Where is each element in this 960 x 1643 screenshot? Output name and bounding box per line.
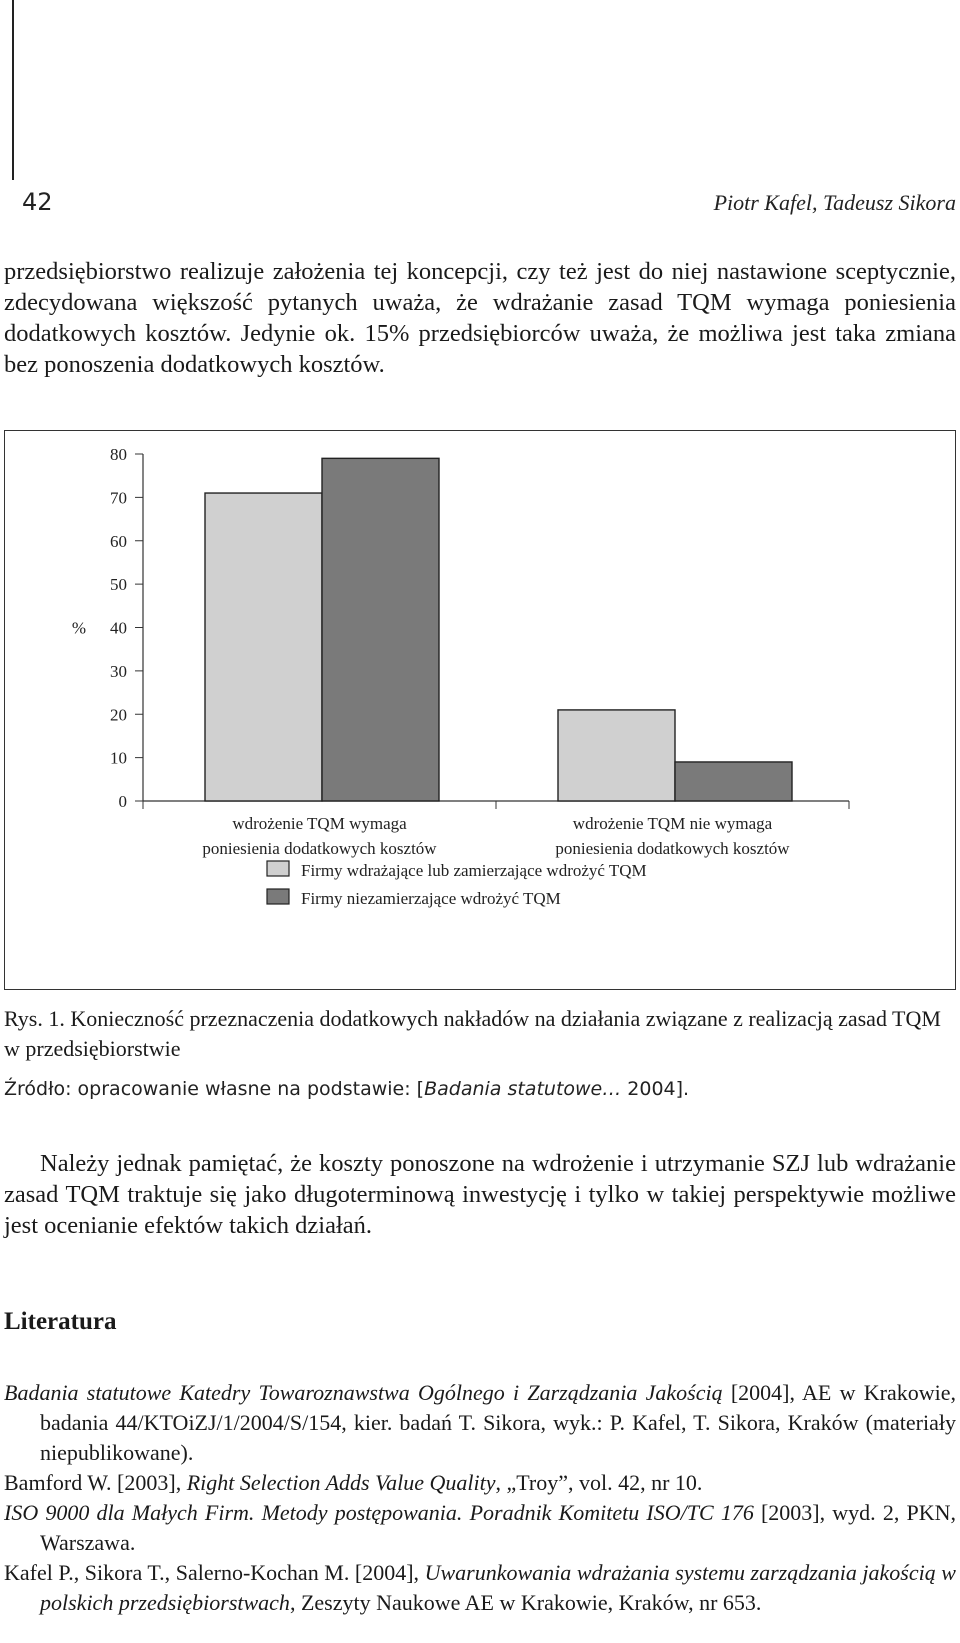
bar-chart — [5, 431, 955, 988]
running-head-authors: Piotr Kafel, Tadeusz Sikora — [713, 190, 956, 215]
y-tick-label: 30 — [110, 661, 127, 681]
legend-swatch — [267, 861, 289, 876]
reference-item — [4, 1468, 956, 1498]
ref-details: [2004], AE w Krakowie, badania 44/KTOiZJ/1/2004/S/154, kier. badań T. Sikora, wyk.: P. Kafel, T. Sikora, Kraków (materiały niepublikowane). — [40, 1380, 956, 1465]
bar — [322, 458, 439, 801]
legend-label: Firmy niezamierzające wdrożyć TQM — [301, 889, 561, 908]
ref-details: [2003], wyd. 2, PKN, Warszawa. — [40, 1500, 956, 1555]
y-tick-label: 20 — [110, 705, 127, 725]
x-tick-label: poniesienia dodatkowych kosztów — [202, 839, 437, 858]
source-prefix: Źródło: opracowanie własne na podstawie: [ — [4, 1078, 425, 1100]
reference-list — [4, 1378, 956, 1618]
ref-title: Right Selection Adds Value Quality — [186, 1470, 496, 1495]
y-tick-label: 70 — [110, 488, 127, 508]
body-paragraph-2: Należy jednak pamiętać, że koszty ponoszone na wdrożenie i utrzymanie SZJ lub wdrażanie zasad TQM traktuje się jako długoterminową inwestycję i tylko w takiej perspektywie możliwe jest ocenianie efektów takich działań. — [4, 1150, 956, 1239]
reference-item — [4, 1558, 956, 1618]
y-axis-label: % — [71, 618, 87, 638]
y-tick-label: 0 — [118, 792, 127, 811]
y-tick-label: 50 — [110, 575, 127, 595]
y-tick-label: 60 — [110, 531, 127, 551]
reference-item — [4, 1498, 956, 1558]
caption-text: Konieczność przeznaczenia dodatkowych nakładów na działania związane z realizacją zasad TQM w przedsiębiorstwie — [4, 1006, 941, 1061]
y-tick-label: 80 — [110, 445, 127, 464]
ref-details: , „Troy”, vol. 42, nr 10. — [495, 1470, 703, 1495]
reference-item — [4, 1378, 956, 1468]
figure-source — [4, 1078, 689, 1100]
bar — [675, 762, 792, 801]
x-tick-label: wdrożenie TQM nie wymaga — [572, 814, 773, 833]
margin-rule — [12, 0, 14, 180]
bar — [558, 710, 675, 801]
ref-title: ISO 9000 dla Małych Firm. Metody postępowania. Poradnik Komitetu ISO/TC 176 — [4, 1500, 754, 1525]
source-title: Badania statutowe… — [424, 1078, 622, 1100]
legend-label: Firmy wdrażające lub zamierzające wdrożyć TQM — [301, 861, 647, 880]
figure-caption — [4, 1004, 956, 1064]
literature-heading: Literatura — [4, 1308, 117, 1335]
page-number: 42 — [22, 188, 53, 216]
bar — [205, 493, 322, 801]
source-suffix: 2004]. — [621, 1078, 690, 1100]
ref-title: Uwarunkowania wdrażania systemu zarządzania jakością w polskich przedsiębiorstwach — [40, 1560, 956, 1615]
y-tick-label: 10 — [110, 748, 127, 768]
ref-authors: Bamford W. [2003], — [4, 1470, 187, 1495]
figure-frame — [4, 430, 956, 990]
ref-title: Badania statutowe Katedry Towaroznawstwa Ogólnego i Zarządzania Jakością — [4, 1380, 723, 1405]
y-tick-label: 40 — [110, 618, 127, 638]
body-paragraph-1: przedsiębiorstwo realizuje założenia tej koncepcji, czy też jest do niej nastawione sceptycznie, zdecydowana większość pytanych uważa, że wdrażanie zasad TQM wymaga poniesienia dodatkowych kosztów. Jedynie ok. 15% przedsiębiorców uważa, że możliwa jest taka zmiana bez ponoszenia dodatkowych kosztów. — [4, 258, 956, 378]
x-tick-label: poniesienia dodatkowych kosztów — [555, 839, 790, 858]
ref-authors: Kafel P., Sikora T., Salerno-Kochan M. [2004], — [4, 1560, 425, 1585]
caption-label: Rys. 1. — [4, 1006, 65, 1031]
ref-details: , Zeszyty Naukowe AE w Krakowie, Kraków, nr 653. — [289, 1590, 762, 1615]
x-tick-label: wdrożenie TQM wymaga — [232, 814, 407, 833]
legend-swatch — [267, 889, 289, 904]
